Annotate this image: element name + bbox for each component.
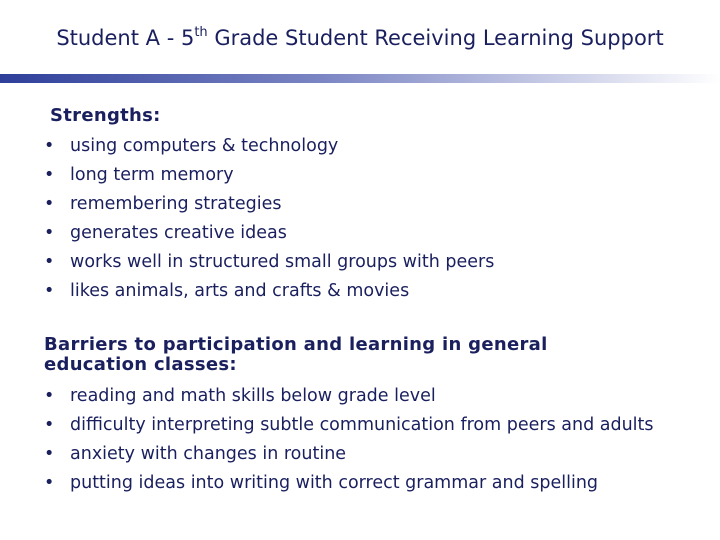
slide-title-superscript: th <box>194 25 208 40</box>
bullet-icon: • <box>44 223 55 243</box>
list-item-text: works well in structured small groups with peers <box>70 252 495 272</box>
bullet-icon: • <box>44 473 55 493</box>
list-item <box>44 444 674 464</box>
bullet-icon: • <box>44 444 55 464</box>
bullet-icon: • <box>44 136 55 156</box>
list-item-text: putting ideas into writing with correct grammar and spelling <box>70 473 599 493</box>
list-item <box>44 415 674 435</box>
list-item <box>44 163 494 192</box>
list-item-text: likes animals, arts and crafts & movies <box>70 281 410 301</box>
list-item-text: remembering strategies <box>70 194 282 214</box>
list-item-text: using computers & technology <box>70 136 339 156</box>
list-item <box>44 134 494 163</box>
list-item <box>44 473 674 493</box>
bullet-icon: • <box>44 165 55 185</box>
bullet-icon: • <box>44 281 55 301</box>
bullet-icon: • <box>44 386 55 406</box>
list-item <box>44 279 494 308</box>
title-divider-bar <box>0 74 720 83</box>
slide-title <box>0 26 720 50</box>
barriers-list <box>44 386 674 502</box>
barriers-heading: Barriers to participation and learning in general education classes: <box>44 334 548 375</box>
list-item-text: generates creative ideas <box>70 223 287 243</box>
slide-title-prefix: Student A - 5 <box>56 26 195 50</box>
slide-title-suffix: Grade Student Receiving Learning Support <box>207 26 664 50</box>
list-item <box>44 250 494 279</box>
strengths-list <box>44 134 494 308</box>
strengths-heading: Strengths: <box>50 105 161 126</box>
list-item-text: difficulty interpreting subtle communication from peers and adults <box>70 415 654 435</box>
list-item-text: long term memory <box>70 165 234 185</box>
bullet-icon: • <box>44 252 55 272</box>
bullet-icon: • <box>44 194 55 214</box>
bullet-icon: • <box>44 415 55 435</box>
list-item-text: anxiety with changes in routine <box>70 444 347 464</box>
list-item-text: reading and math skills below grade level <box>70 386 436 406</box>
list-item <box>44 386 674 406</box>
list-item <box>44 221 494 250</box>
list-item <box>44 192 494 221</box>
